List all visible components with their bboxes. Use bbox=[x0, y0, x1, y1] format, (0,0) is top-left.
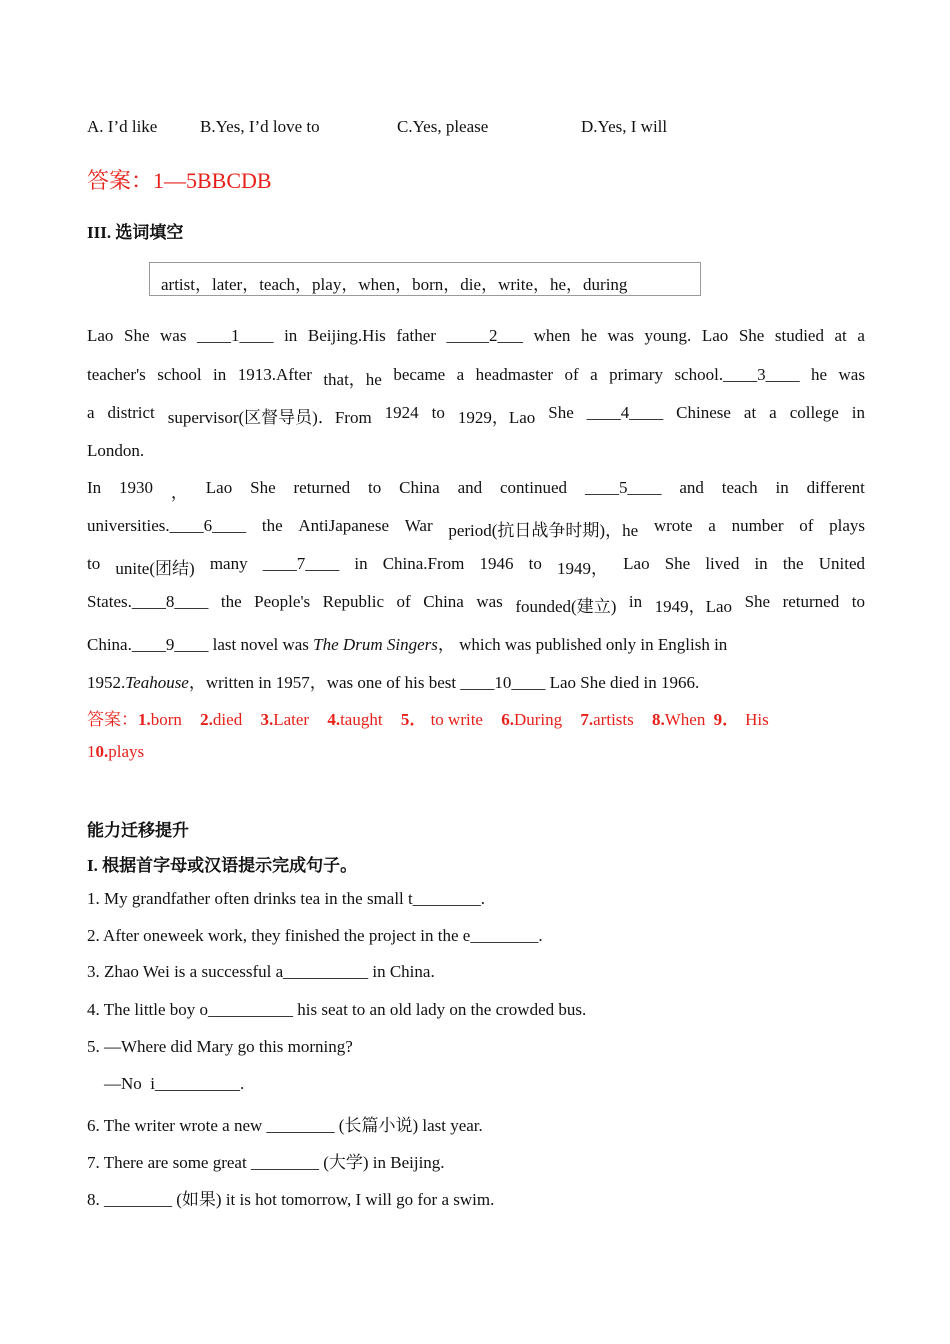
exercise-item: 6. The writer wrote a new ________ (长篇小说) last year. bbox=[87, 1116, 483, 1135]
passage-word: 1930 bbox=[119, 478, 154, 497]
passage-line-text: China.____9____ last novel was bbox=[87, 635, 314, 654]
passage-word: in bbox=[213, 365, 227, 384]
answer-word: died bbox=[212, 710, 243, 729]
passage-word: War bbox=[404, 516, 433, 535]
passage-word: China bbox=[423, 592, 464, 611]
passage-word: ____5____ bbox=[584, 478, 662, 497]
exercise-item: 5. —Where did Mary go this morning? bbox=[87, 1037, 353, 1056]
passage-word: in bbox=[851, 403, 865, 422]
answer-num: 8. bbox=[652, 710, 665, 729]
passage-word: She bbox=[548, 403, 574, 422]
answer-num: 3. bbox=[260, 710, 274, 729]
passage-word: China.From bbox=[382, 554, 465, 573]
passage-word: at bbox=[743, 403, 757, 422]
passage-word: She bbox=[744, 592, 771, 611]
passage-word: number bbox=[731, 516, 784, 535]
answer-num: 9． bbox=[713, 710, 740, 729]
passage-word: college bbox=[789, 403, 839, 422]
passage-word: In bbox=[87, 478, 102, 497]
passage-word: She bbox=[738, 326, 765, 345]
passage-word: 1929，Lao bbox=[457, 408, 536, 427]
passage-word: in bbox=[628, 592, 643, 611]
passage-line bbox=[87, 516, 865, 541]
passage-word: school bbox=[157, 365, 202, 384]
answer-key-2 bbox=[87, 705, 769, 730]
passage-word: Republic bbox=[322, 592, 385, 611]
exercise-item: 2. After oneweek work, they finished the project in the e________. bbox=[87, 926, 543, 945]
passage-word: to bbox=[368, 478, 382, 497]
passage-word: young. bbox=[644, 326, 692, 345]
passage-word: She bbox=[123, 326, 150, 345]
passage-word: China bbox=[399, 478, 440, 497]
passage-word: was bbox=[838, 365, 865, 384]
option-d: D.Yes, I will bbox=[581, 117, 668, 136]
passage-word: AntiJapanese bbox=[298, 516, 389, 535]
answer-word: When bbox=[664, 710, 706, 729]
passage-word: that，he bbox=[323, 370, 382, 389]
answer-word: His bbox=[745, 710, 769, 729]
answer-num-prefix: 1 bbox=[87, 742, 96, 761]
passage-line bbox=[87, 365, 865, 390]
passage-word: plays bbox=[829, 516, 865, 535]
answer-num: 2. bbox=[200, 710, 213, 729]
passage-word: a bbox=[857, 326, 865, 345]
passage-word: a bbox=[87, 403, 95, 422]
passage-word: unite(团结) bbox=[115, 559, 195, 578]
passage-word: studied bbox=[774, 326, 824, 345]
answer-num: 1. bbox=[138, 710, 151, 729]
section-3-title bbox=[87, 218, 183, 243]
answer-word: to write bbox=[426, 710, 483, 729]
passage-line-text: ，written in 1957，was one of his best ____10____ Lao She died in 1966. bbox=[188, 673, 700, 692]
answer-num: 5． bbox=[400, 710, 427, 729]
passage-word: returned bbox=[293, 478, 351, 497]
passage-word: ____4____ bbox=[586, 403, 664, 422]
section-3-title-text: III. 选词填空 bbox=[87, 223, 184, 242]
word-bank: artist，later，teach，play，when，born，die，write，he，during bbox=[161, 275, 628, 294]
passage-word: Chinese bbox=[676, 403, 731, 422]
passage-word: at bbox=[834, 326, 847, 345]
book-title-drum-singers: The Drum Singers bbox=[313, 635, 438, 654]
passage-word: 1946 bbox=[479, 554, 514, 573]
exercise-item: 7. There are some great ________ (大学) in Beijing. bbox=[87, 1153, 445, 1172]
passage-word: the bbox=[261, 516, 283, 535]
answer-word: taught bbox=[340, 710, 383, 729]
passage-word: founded(建立) bbox=[515, 597, 617, 616]
passage-word: to bbox=[851, 592, 865, 611]
passage-word: 1913.After bbox=[237, 365, 312, 384]
passage-word: wrote bbox=[653, 516, 693, 535]
passage-word: universities.____6____ bbox=[87, 516, 247, 535]
passage-word: continued bbox=[500, 478, 568, 497]
passage-line bbox=[87, 403, 865, 428]
exercise-item: 4. The little boy o__________ his seat to an old lady on the crowded bus. bbox=[87, 1000, 587, 1019]
passage-word: teacher's bbox=[87, 365, 146, 384]
passage-word: returned bbox=[782, 592, 840, 611]
passage-word: he bbox=[811, 365, 828, 384]
passage-word: Lao bbox=[87, 326, 114, 345]
passage-line-text: ， which was published only in English in bbox=[437, 635, 728, 654]
exercise-item: 8. ________ (如果) it is hot tomorrow, I will go for a swim. bbox=[87, 1190, 495, 1209]
passage-line bbox=[87, 554, 865, 579]
option-a: A. I’d like bbox=[87, 117, 158, 136]
passage-line bbox=[87, 668, 699, 693]
word-bank-box bbox=[149, 262, 701, 296]
passage-line bbox=[87, 326, 865, 346]
passage-word: to bbox=[431, 403, 445, 422]
passage-word: primary bbox=[609, 365, 663, 384]
passage-word: different bbox=[806, 478, 865, 497]
answer-word: plays bbox=[108, 742, 145, 761]
exercise-item: 1. My grandfather often drinks tea in the small t________. bbox=[87, 889, 485, 908]
ability-heading: 能力迁移提升 bbox=[87, 821, 189, 840]
passage-word: the bbox=[220, 592, 242, 611]
passage-word: supervisor(区督导员)．From bbox=[167, 408, 372, 427]
answer-word: Later bbox=[273, 710, 310, 729]
passage-word: headmaster bbox=[475, 365, 554, 384]
answer-num: 6. bbox=[501, 710, 514, 729]
passage-word: ， bbox=[170, 483, 188, 502]
passage-word: teach bbox=[721, 478, 758, 497]
passage-word: She bbox=[250, 478, 276, 497]
option-c: C.Yes, please bbox=[397, 117, 489, 136]
passage-word: a bbox=[708, 516, 716, 535]
passage-word: ____1____ bbox=[197, 326, 274, 345]
passage-word: of bbox=[396, 592, 411, 611]
passage-word: in bbox=[775, 478, 789, 497]
answer-word: During bbox=[513, 710, 563, 729]
exercise-item: 3. Zhao Wei is a successful a__________ in China. bbox=[87, 962, 435, 981]
passage-word: Beijing.His bbox=[307, 326, 386, 345]
answer-num: 7. bbox=[580, 710, 594, 729]
passage-word: was bbox=[476, 592, 503, 611]
passage-word: a bbox=[590, 365, 598, 384]
answer-num: 0. bbox=[95, 742, 109, 761]
passage-word: a bbox=[769, 403, 777, 422]
passage-word: and bbox=[679, 478, 704, 497]
passage-word: a bbox=[456, 365, 465, 384]
passage-word: to bbox=[528, 554, 542, 573]
passage-word: school.____3____ bbox=[674, 365, 800, 384]
book-title-teahouse: Teahouse bbox=[125, 673, 189, 692]
passage-word: to bbox=[87, 554, 101, 573]
passage-word: _____2___ bbox=[446, 326, 524, 345]
passage-word: period(抗日战争时期)，he bbox=[448, 521, 639, 540]
answer-word: artists bbox=[593, 710, 634, 729]
passage-word: of bbox=[799, 516, 814, 535]
answer-prefix: 答案： bbox=[87, 710, 138, 729]
passage-word: Lao bbox=[623, 554, 650, 573]
passage-word: She bbox=[664, 554, 691, 573]
passage-word: became bbox=[393, 365, 446, 384]
passage-word: 1924 bbox=[384, 403, 419, 422]
answer-num: 4. bbox=[327, 710, 341, 729]
passage-word: when bbox=[533, 326, 571, 345]
passage-word: People's bbox=[254, 592, 311, 611]
passage-word: United bbox=[818, 554, 865, 573]
passage-line bbox=[87, 592, 865, 617]
passage-line bbox=[87, 441, 144, 461]
ability-subheading: I. 根据首字母或汉语提示完成句子。 bbox=[87, 856, 358, 875]
passage-word: States.____8____ bbox=[87, 592, 209, 611]
passage-word: the bbox=[782, 554, 804, 573]
passage-line bbox=[87, 630, 865, 655]
passage-line bbox=[87, 478, 865, 503]
passage-word: was bbox=[607, 326, 634, 345]
passage-word: he bbox=[580, 326, 597, 345]
answer-key-2-cont bbox=[87, 742, 144, 762]
answer-key-1: 答案：1—5BBCDB bbox=[87, 168, 272, 193]
option-b: B.Yes, I’d love to bbox=[200, 117, 320, 136]
passage-word: lived bbox=[705, 554, 740, 573]
passage-line-text: London. bbox=[87, 441, 145, 460]
answer-word: born bbox=[150, 710, 182, 729]
passage-word: father bbox=[396, 326, 436, 345]
passage-word: in bbox=[354, 554, 368, 573]
passage-word: in bbox=[284, 326, 298, 345]
passage-word: 1949，Lao bbox=[654, 597, 733, 616]
passage-word: in bbox=[754, 554, 768, 573]
passage-word: of bbox=[564, 365, 579, 384]
passage-word: many bbox=[209, 554, 248, 573]
passage-word: and bbox=[457, 478, 483, 497]
passage-word: 1949， bbox=[557, 559, 609, 578]
passage-word: was bbox=[160, 326, 187, 345]
exercise-item: —No i__________. bbox=[87, 1074, 245, 1093]
passage-word: Lao bbox=[701, 326, 729, 345]
passage-word: ____7____ bbox=[262, 554, 340, 573]
passage-line-text: 1952. bbox=[87, 673, 126, 692]
passage-word: Lao bbox=[205, 478, 233, 497]
passage-word: district bbox=[107, 403, 155, 422]
